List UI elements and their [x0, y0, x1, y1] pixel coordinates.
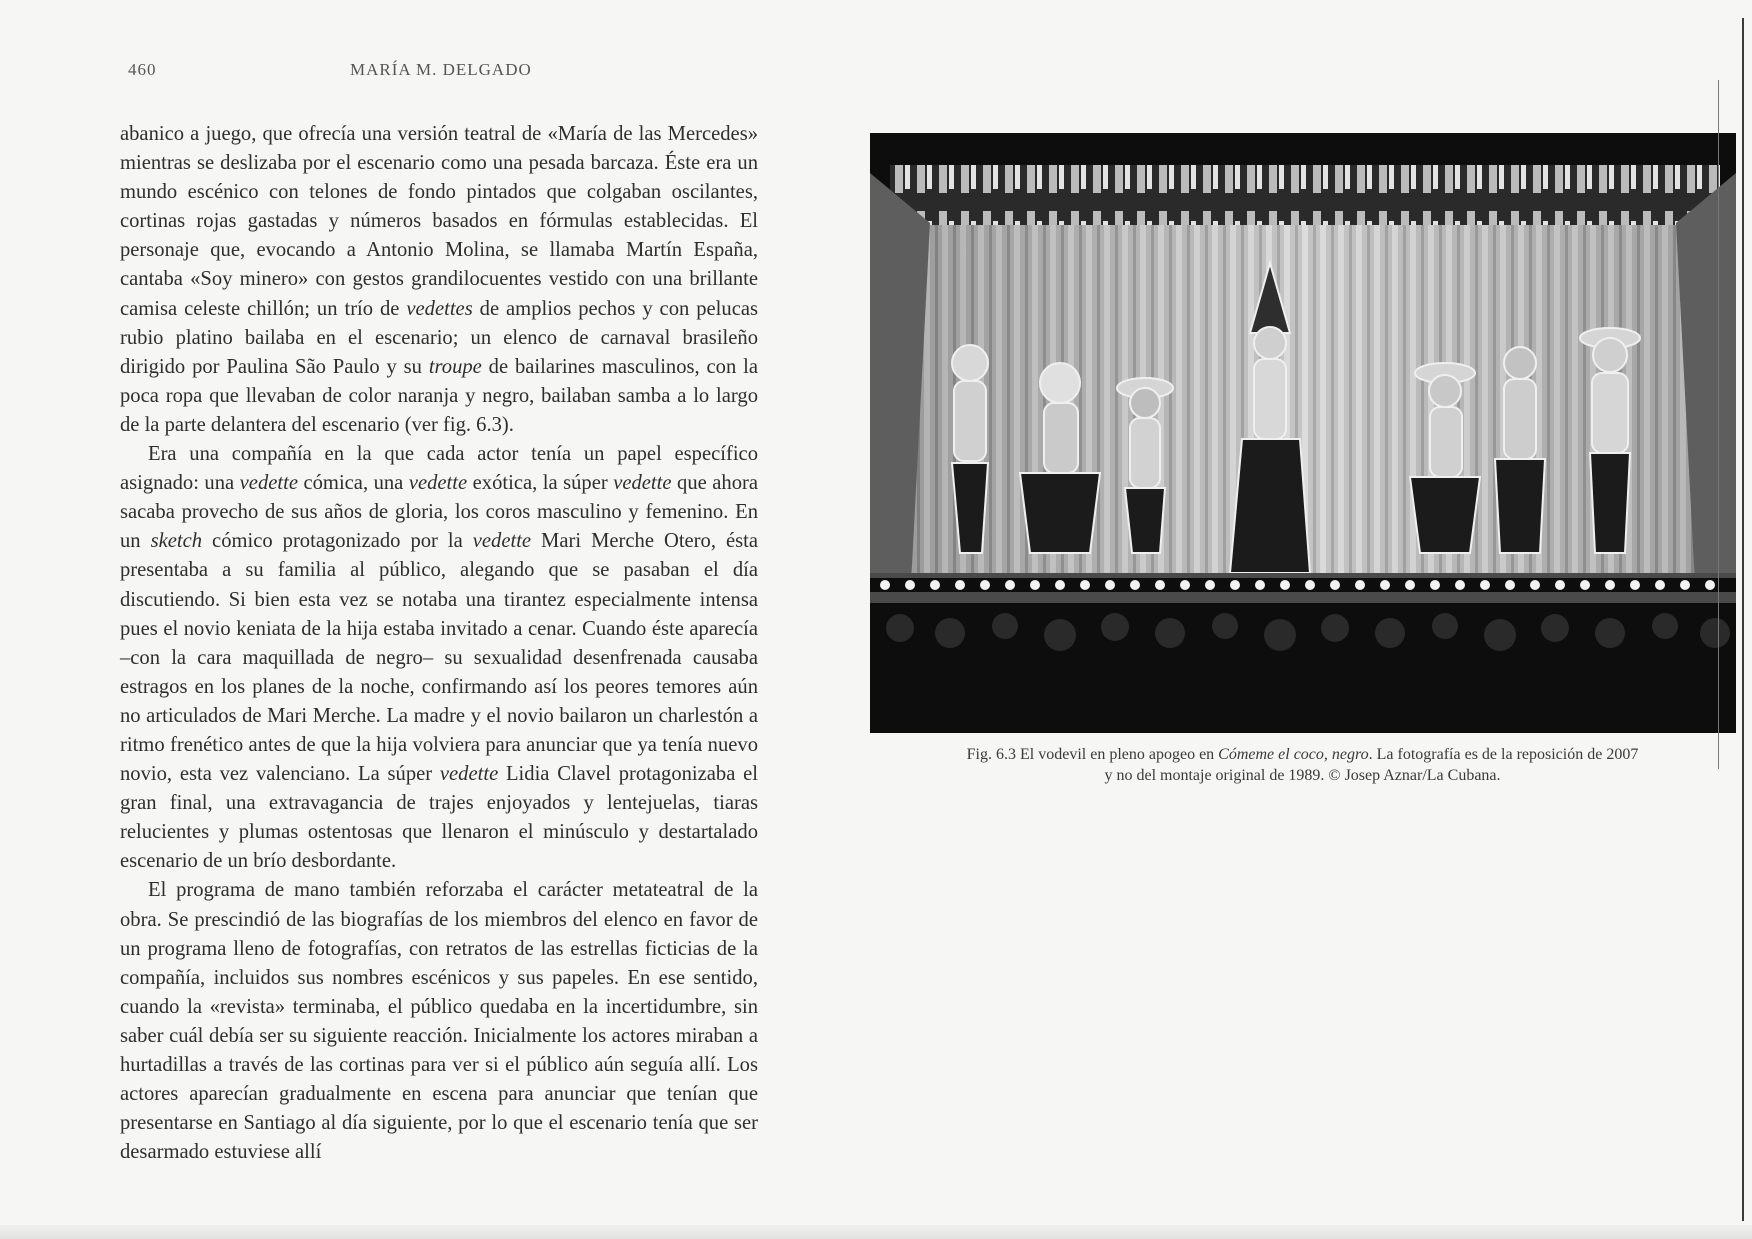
body-text-column	[120, 120, 758, 1167]
vaudeville-stage-image	[870, 133, 1736, 733]
italic-term: vedette	[408, 472, 468, 495]
text-run: exótica, la súper	[467, 472, 614, 495]
text-run: cómica, una	[297, 472, 409, 495]
performer	[952, 345, 988, 553]
paragraph	[120, 876, 758, 1167]
italic-term: vedette	[472, 530, 532, 553]
page-bottom-edge	[0, 1225, 1752, 1239]
italic-term: vedette	[439, 763, 499, 786]
text-run: de bailarines masculinos, con la poca ropa que llevaban de color naranja y negro, bailaban samba a lo largo de la parte delantera del escenario (ver fig. 6.3).	[120, 355, 758, 436]
italic-term: vedettes	[406, 297, 473, 320]
italic-term: sketch	[150, 530, 203, 553]
text-run: Lidia Clavel protagonizaba el gran final, una extravagancia de trajes enjoyados y lentejuelas, tiaras relucientes y plumas ostentosas que llenaron el minúsculo y destartalado escenario de un brío desbordante.	[120, 763, 758, 873]
text-run: que ahora sacaba provecho de sus años de gloria, los coros masculino y femenino. En un	[120, 472, 758, 553]
page-number: 460	[128, 60, 157, 79]
text-run: El programa de mano también reforzaba el carácter metateatral de la obra. Se prescindió de las biografías de los miembros del elenco en favor de un programa lleno de fotografías, con retratos de las estrellas ficticias de la compañía, incluidos sus nombres escénicos y sus papeles. En ese sentido, cuando la «revista» terminaba, el público quedaba en la incertidumbre, sin saber cuál debía ser su siguiente reacción. Inicialmente los actores miraban a hurtadillas a través de las cortinas para ver si el público aún seguía allí. Los actores aparecían gradualmente en escena para anunciar que tenían que presentarse en Santiago al día siguiente, por lo que el escenario tenía que ser desarmado estuviese allí	[120, 879, 758, 1164]
caption-lead: Fig. 6.3 El vodevil en pleno apogeo en	[966, 746, 1219, 763]
text-run: abanico a juego, que ofrecía una versión teatral de «María de las Mercedes» mientras se deslizaba por el escenario como una pesada barcaza. Éste era un mundo escénico con telones de fondo pintados que colgaban oscilantes, cortinas rojas gastadas y números basados en fórmulas establecidas. El personaje que, evocando a Antonio Molina, se llamaba Martín España, cantaba «Soy minero» con gestos grandilocuentes vestido con una brillante camisa celeste chillón; un trío de	[120, 123, 758, 320]
text-run: de amplios pechos y con pelucas rubio platino bailaba en el escenario; un elenco de carnaval brasileño dirigido por Paulina São Paulo y su	[120, 297, 758, 378]
caption-title: Cómeme el coco, negro	[1218, 746, 1369, 763]
paragraph	[120, 120, 758, 440]
paragraph	[120, 440, 758, 876]
italic-term: vedette	[613, 472, 672, 495]
italic-term: troupe	[428, 355, 482, 378]
caption-tail: . La fotografía es de la reposición de 2007 y no del montaje original de 1989. © Josep Aznar/La Cubana.	[1104, 746, 1639, 784]
text-run: cómico protagonizado por la	[202, 530, 473, 553]
stage-valance	[890, 165, 1720, 225]
figure-caption	[965, 744, 1640, 786]
running-header-author: MARÍA M. DELGADO	[350, 60, 532, 79]
page-edge-line	[1718, 80, 1719, 769]
page-edge-line	[1742, 18, 1744, 1221]
text-run: Era una compañía en la que cada actor tenía un papel específico asignado: una	[120, 443, 758, 495]
stage-photograph	[870, 133, 1736, 733]
italic-term: vedette	[239, 472, 298, 495]
text-run: Mari Merche Otero, ésta presentaba a su familia al público, alegando que se pasaban el día discutiendo. Si bien esta vez se notaba una tirantez especialmente intensa pues el novio keniata de la hija estaba invitado a cenar. Cuando éste aparecía –con la cara maquillada de negro– su sexualidad desenfrenada causaba estragos en los planes de la noche, confirmando así los peores temores aún no articulados de Mari Merche. La madre y el novio bailaron un charlestón a ritmo frenético antes de que la hija volviera para anunciar que ya tenía nuevo novio, esta vez valenciano. La súper	[120, 530, 758, 786]
